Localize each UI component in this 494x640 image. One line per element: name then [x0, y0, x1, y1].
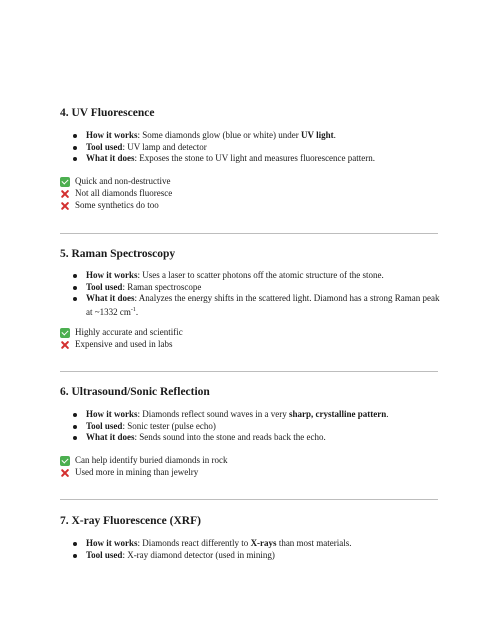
section-divider	[60, 233, 438, 234]
pro-item: Highly accurate and scientific	[60, 327, 440, 339]
con-item: Some synthetics do too	[60, 200, 440, 212]
section-title: 6. Ultrasound/Sonic Reflection	[60, 386, 210, 398]
section-title: 4. UV Fluorescence	[60, 107, 155, 119]
section-divider	[60, 499, 438, 500]
bullet-dot-icon	[73, 157, 77, 161]
bullet-item: Tool used: Sonic tester (pulse echo)	[70, 421, 440, 433]
bullet-dot-icon	[73, 134, 77, 138]
pro-item: Quick and non-destructive	[60, 176, 440, 188]
bullet-dot-icon	[73, 425, 77, 429]
con-item: Not all diamonds fluoresce	[60, 188, 440, 200]
bullet-dot-icon	[73, 146, 77, 150]
bullet-item: Tool used: Raman spectroscope	[70, 282, 440, 294]
section-xrf	[60, 514, 440, 560]
cross-icon	[60, 468, 70, 478]
bullet-dot-icon	[73, 286, 77, 290]
section-raman-spectroscopy	[60, 247, 440, 350]
bullet-dot-icon	[73, 297, 77, 301]
bullet-item: How it works: Some diamonds glow (blue or white) under UV light.	[70, 130, 440, 142]
pros-cons-list	[60, 176, 440, 212]
bullet-dot-icon	[73, 542, 77, 546]
bullet-item: What it does: Exposes the stone to UV light and measures fluorescence pattern.	[70, 153, 440, 165]
pros-cons-list	[60, 327, 440, 351]
bullet-item: How it works: Uses a laser to scatter photons off the atomic structure of the stone.	[70, 270, 440, 282]
pro-item: Can help identify buried diamonds in rock	[60, 455, 440, 467]
check-icon	[60, 456, 70, 466]
section-title: 7. X-ray Fluorescence (XRF)	[60, 515, 201, 527]
con-item: Expensive and used in labs	[60, 339, 440, 351]
bullet-dot-icon	[73, 413, 77, 417]
bullet-dot-icon	[73, 436, 77, 440]
section-title: 5. Raman Spectroscopy	[60, 248, 176, 260]
bullet-item: What it does: Sends sound into the stone and reads back the echo.	[70, 432, 440, 444]
bullet-dot-icon	[73, 554, 77, 558]
bullet-list	[70, 538, 440, 561]
section-divider	[60, 371, 438, 372]
con-item: Used more in mining than jewelry	[60, 467, 440, 479]
cross-icon	[60, 189, 70, 199]
bullet-item: What it does: Analyzes the energy shifts in the scattered light. Diamond has a strong Raman peak at ~1332 $cm^{-1}$.	[70, 293, 440, 318]
bullet-list	[70, 409, 440, 444]
check-icon	[60, 328, 70, 338]
bullet-item: Tool used: X-ray diamond detector (used in mining)	[70, 550, 440, 562]
check-icon	[60, 177, 70, 187]
cross-icon	[60, 201, 70, 211]
bullet-item: How it works: Diamonds reflect sound waves in a very sharp, crystalline pattern.	[70, 409, 440, 421]
bullet-list	[70, 270, 440, 318]
bullet-list	[70, 130, 440, 165]
bullet-item: How it works: Diamonds react differently to X-rays than most materials.	[70, 538, 440, 550]
bullet-item: Tool used: UV lamp and detector	[70, 142, 440, 154]
pros-cons-list	[60, 455, 440, 479]
cross-icon	[60, 340, 70, 350]
bullet-dot-icon	[73, 274, 77, 278]
section-uv-fluorescence	[60, 106, 440, 211]
section-ultrasound-sonic	[60, 385, 440, 478]
